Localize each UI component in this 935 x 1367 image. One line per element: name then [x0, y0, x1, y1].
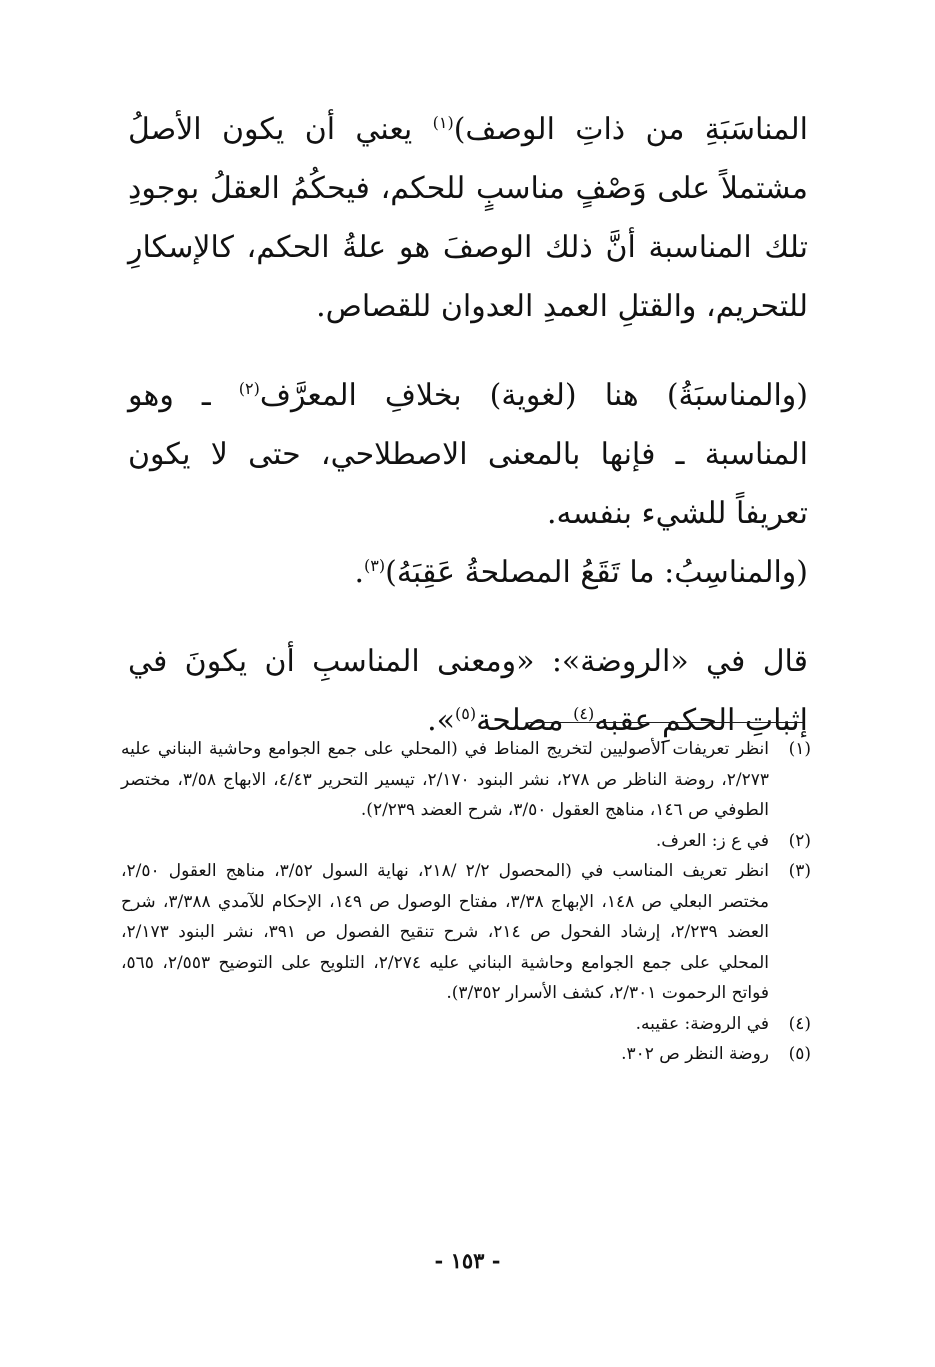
- footnote-5: [121, 1039, 811, 1070]
- footnote-3: [121, 856, 811, 1009]
- footnote-number: (٢): [788, 830, 811, 851]
- footnote-number: (٤): [788, 1013, 811, 1034]
- page-number: - ١٥٣ -: [434, 1248, 501, 1273]
- paragraph-3: (والمناسِبُ: ما تَقَعُ المصلحةُ عَقِبَهُ)$^{(٣)}$.: [354, 555, 808, 590]
- paragraph-2: (والمناسبَةُ) هنا (لغوية) بخلافِ المعرَّف$^{(٢)}$ ـ وهو المناسبة ـ فإنها بالمعنى الاصطلاحي، حتى لا يكون تعريفاً للشيء بنفسه.: [128, 378, 808, 531]
- footnote-text: روضة النظر ص ٣٠٢.: [621, 1044, 769, 1064]
- footnote-ref-2[interactable]: (٢): [238, 379, 260, 398]
- paragraph-1: المناسَبَةِ من ذاتِ الوصف)$^{(١)}$ يعني أن يكون الأصلُ مشتملاً على وَصْفٍ مناسبٍ للحكم، فيحكُمُ العقلُ بوجودِ تلك المناسبة أنَّ ذلك الوصفَ هو علةُ الحكم، كالإسكارِ للتحريم، والقتلِ العمدِ العدوان للقصاص.: [128, 112, 808, 324]
- footnote-text: في ع ز: العرف.: [655, 830, 769, 851]
- footnote-2: [121, 826, 811, 857]
- footnote-ref-3[interactable]: (٣): [364, 556, 386, 575]
- main-text: [128, 100, 808, 750]
- footnote-number: (٣): [788, 861, 811, 881]
- footnote-4: [121, 1009, 811, 1040]
- paragraph-4: قال في «الروضة»: «ومعنى المناسبِ أن يكونَ في إثباتِ الحكمِ عقبه$^{(٤)}$ مصلحة$^{(٥)}$».: [128, 644, 808, 738]
- footnote-text: انظر تعريف المناسب في (المحصول ٢/٢ /٢١٨، نهاية السول ٣/٥٢، مناهج العقول ٢/٥٠، مختصر البعلي ص ١٤٨، الإبهاج ٣/٣٨، مفتاح الوصول ص ١٤٩، الإحكام للآمدي ٣/٣٨٨، شرح العضد ٢/٢٣٩، إرشاد الفحول ص ٢١٤، شرح تنقيح الفصول ص ٣٩١، نشر البنود ٢/١٧٣، المحلي على جمع الجوامع وحاشية البناني عليه ٢/٢٧٤، التلويح على التوضيح ٢/٥٥٣، ٥٦٥، فواتح الرحموت ٢/٣٠١، كشف الأسرار ٣/٣٥٢).: [121, 861, 769, 1003]
- footnotes: [121, 734, 811, 1070]
- footnote-number: (٥): [788, 1044, 811, 1064]
- footnote-text: في الروضة: عقيبه.: [635, 1013, 769, 1034]
- footnote-ref-1[interactable]: (١): [432, 113, 454, 132]
- footnote-ref-5[interactable]: (٥): [455, 704, 477, 723]
- footnote-ref-4[interactable]: (٤): [573, 704, 595, 723]
- footnote-1: [121, 734, 811, 826]
- footnote-text: انظر تعريفات الأصوليين لتخريج المناط في (المحلي على جمع الجوامع وحاشية البناني عليه ٢/٢٧٣، روضة الناظر ص ٢٧٨، نشر البنود ٢/١٧٠، تيسير التحرير ٤/٤٣، الابهاج ٣/٥٨، مختصر الطوفي ص ١٤٦، مناهج العقول ٣/٥٠، شرح العضد ٢/٢٣٩).: [121, 739, 770, 820]
- footnote-separator: [528, 722, 803, 723]
- footnote-number: (١): [788, 739, 811, 759]
